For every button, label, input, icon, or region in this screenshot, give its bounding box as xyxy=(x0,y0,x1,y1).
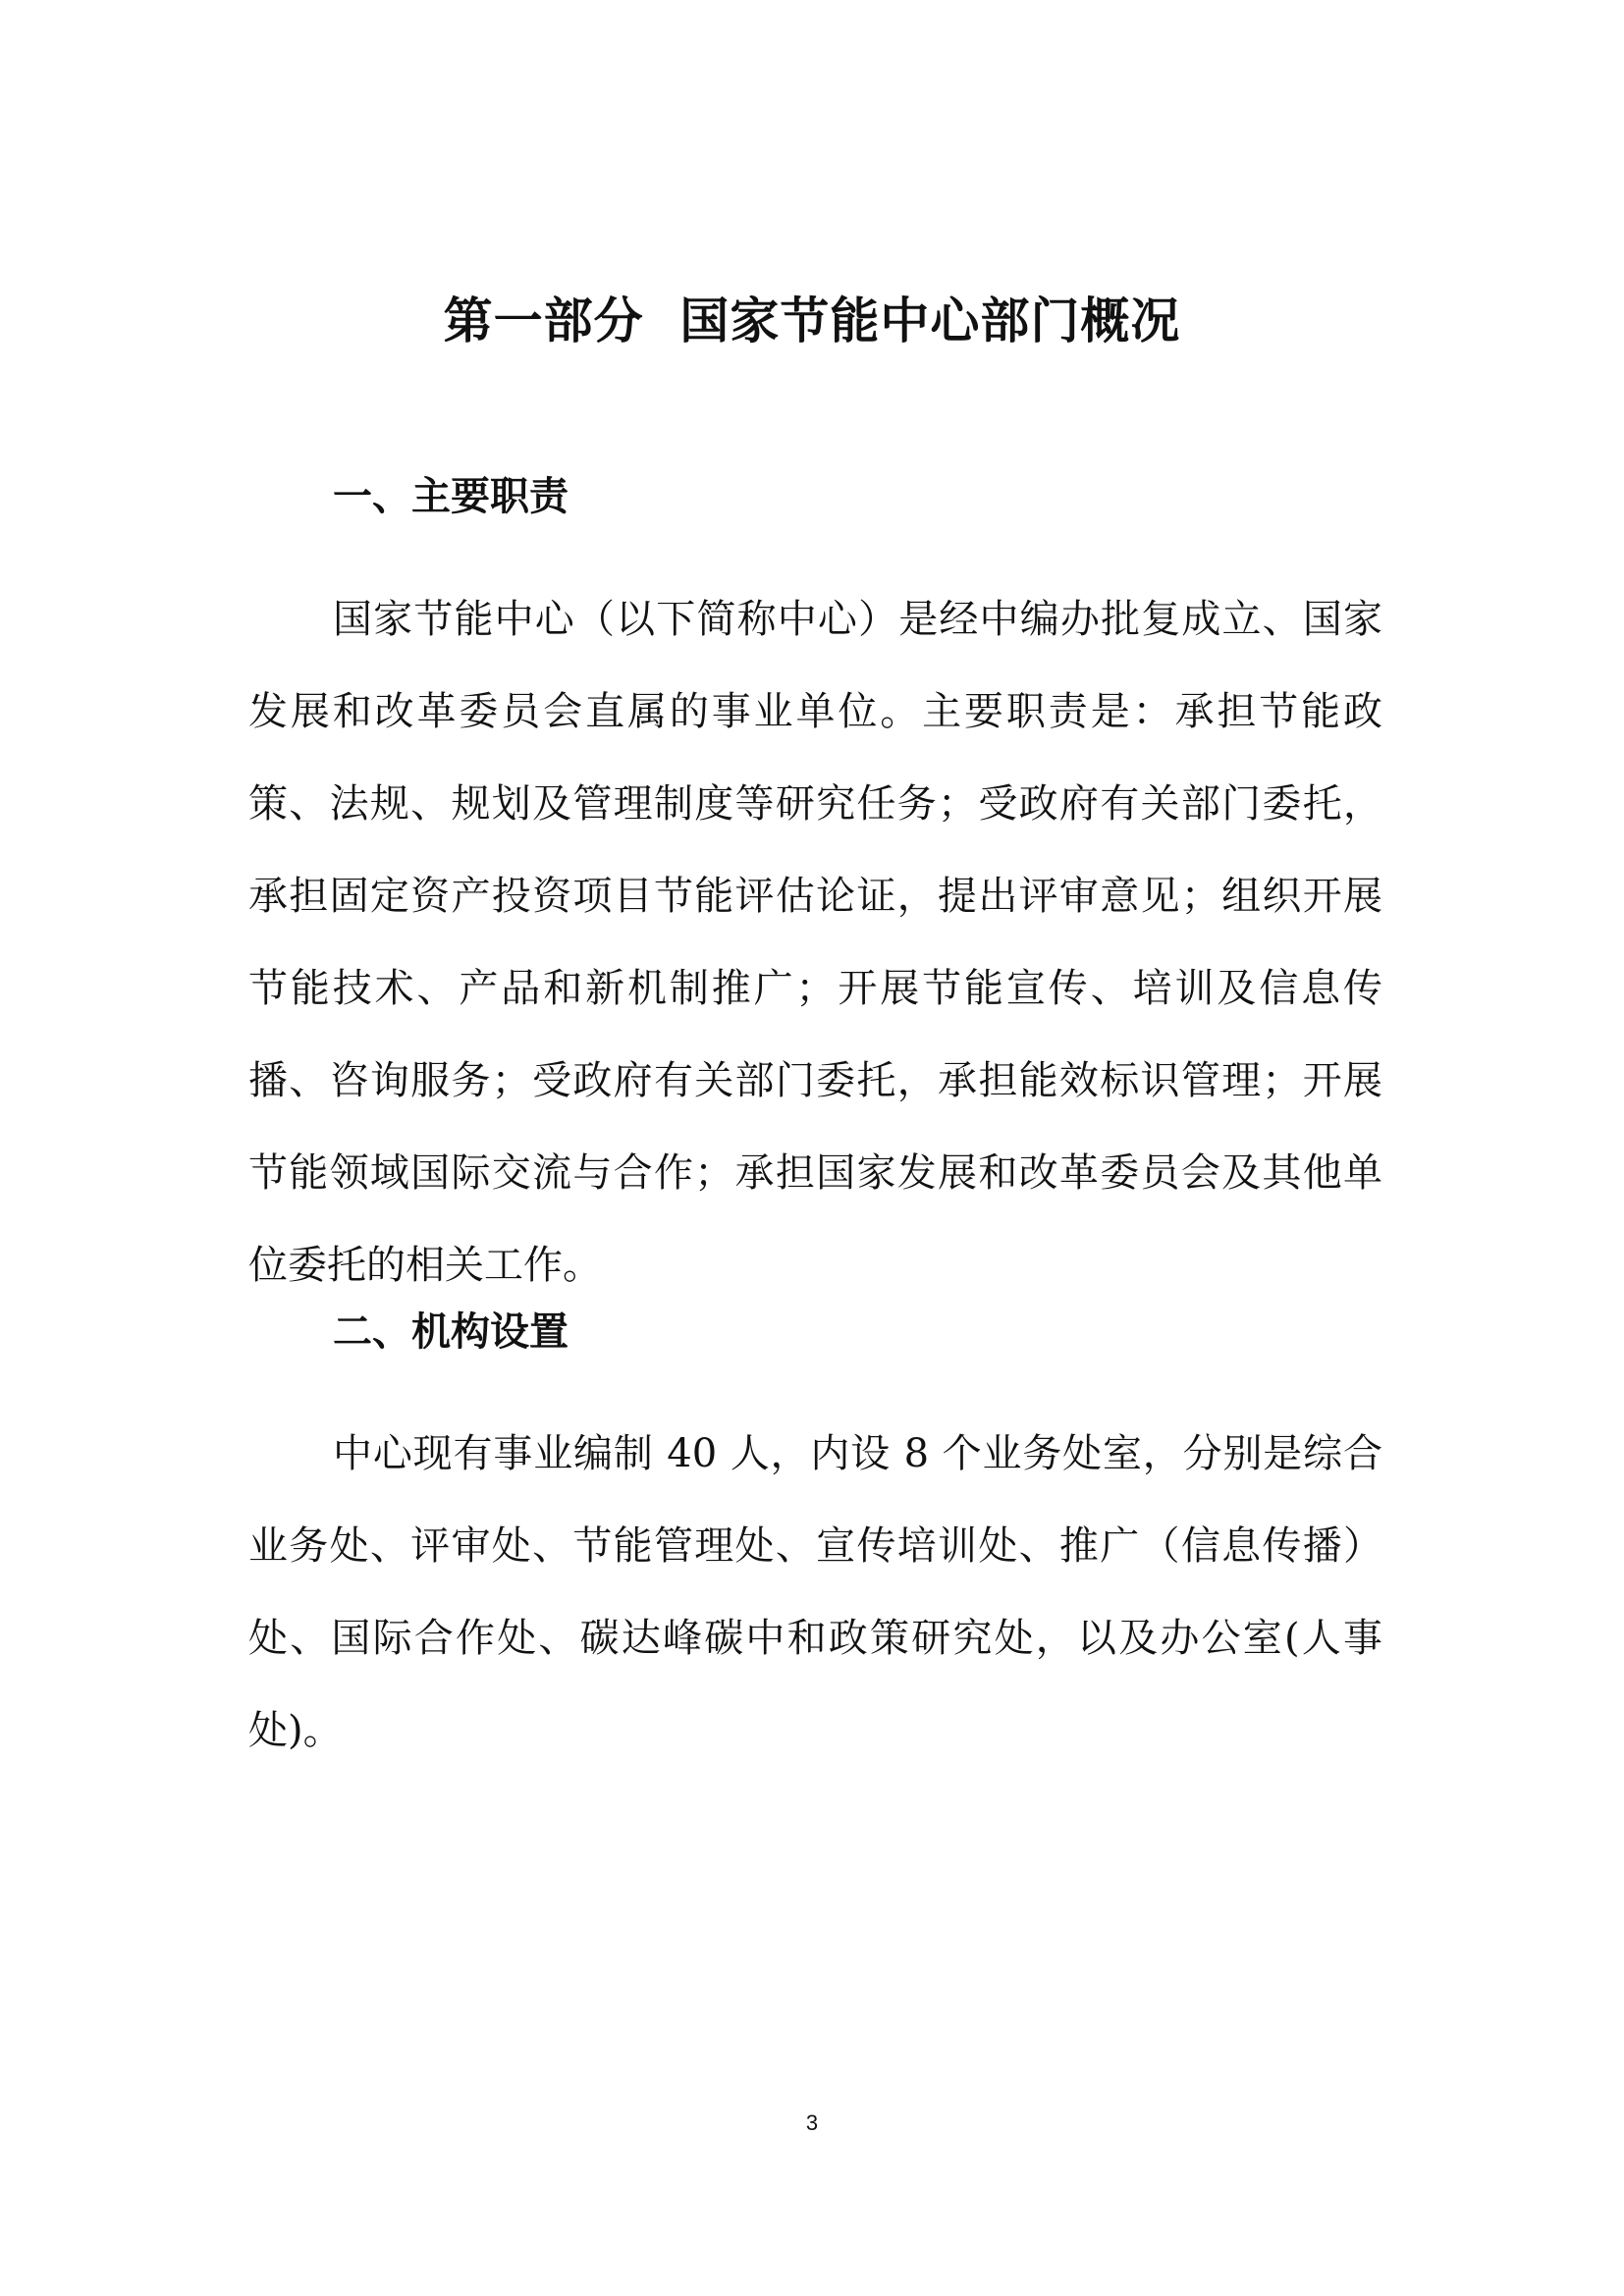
paragraph-organization: 中心现有事业编制 40 人，内设 8 个业务处室，分别是综合业务处、评审处、节能管理处、宣传培训处、推广（信息传播）处、国际合作处、碳达峰碳中和政策研究处，以及办公室(人事处)。 xyxy=(248,1431,1382,1753)
page-number: 3 xyxy=(805,2110,819,2135)
paragraph-main-duties: 国家节能中心（以下简称中心）是经中编办批复成立、国家发展和改革委员会直属的事业单位。主要职责是：承担节能政策、法规、规划及管理制度等研究任务；受政府有关部门委托，承担固定资产投资项目节能评估论证，提出评审意见；组织开展节能技术、产品和新机制推广；开展节能宣传、培训及信息传播、咨询服务；受政府有关部门委托，承担能效标识管理；开展节能领域国际交流与合作；承担国家发展和改革委员会及其他单位委托的相关工作。 xyxy=(248,597,1382,1288)
page-title: 第一部分 国家节能中心部门概况 xyxy=(443,292,1181,349)
section-heading-main-duties: 一、主要职责 xyxy=(333,474,568,519)
section-heading-organization: 二、机构设置 xyxy=(333,1309,568,1355)
